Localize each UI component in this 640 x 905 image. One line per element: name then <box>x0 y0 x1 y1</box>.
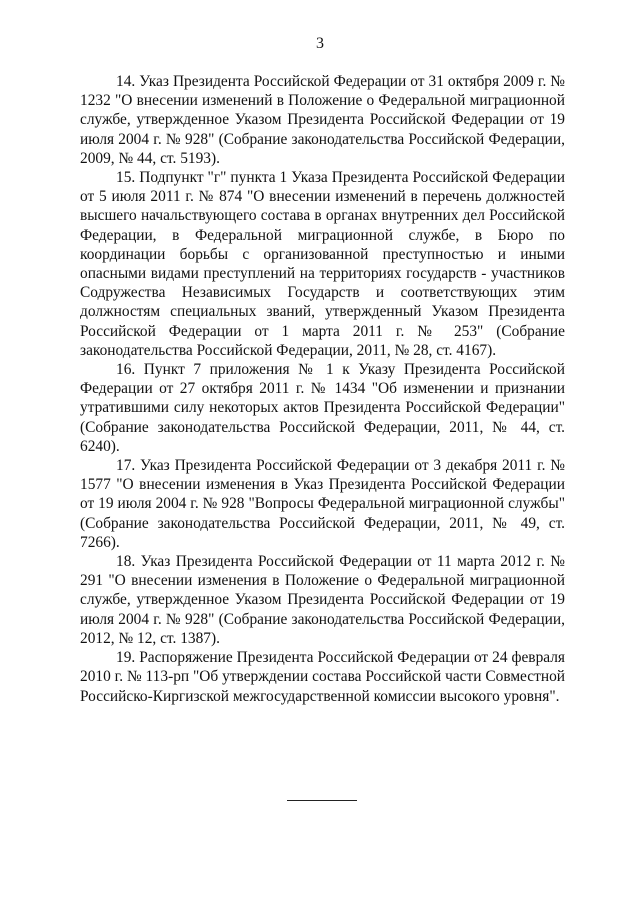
page-number: 3 <box>316 35 324 52</box>
end-separator-line <box>287 800 357 801</box>
document-body <box>80 72 565 706</box>
list-item-17: 17. Указ Президента Российской Федерации от 3 декабря 2011 г. № 1577 "О внесении изменения в Указ Президента Российской Федерации от 19 июля 2004 г. № 928 "Вопросы Федеральной миграционной службы" (Собрание законодательства Российской Федерации, 2011, № 49, ст. 7266). <box>80 457 565 551</box>
list-item-16: 16. Пункт 7 приложения № 1 к Указу Президента Российской Федерации от 27 октября 2011 г. № 1434 "Об изменении и признании утратившими силу некоторых актов Президента Российской Федерации" (Собрание законодательства Российской Федерации, 2011, № 44, ст. 6240). <box>80 361 565 455</box>
list-item-18: 18. Указ Президента Российской Федерации от 11 марта 2012 г. № 291 "О внесении изменения в Положение о Федеральной миграционной службе, утвержденное Указом Президента Российской Федерации от 19 июля 2004 г. № 928" (Собрание законодательства Российской Федерации, 2012, № 12, ст. 1387). <box>80 553 565 647</box>
list-item-14: 14. Указ Президента Российской Федерации от 31 октября 2009 г. № 1232 "О внесении изменений в Положение о Федеральной миграционной службе, утвержденное Указом Президента Российской Федерации от 19 июля 2004 г. № 928" (Собрание законодательства Российской Федерации, 2009, № 44, ст. 5193). <box>80 73 565 167</box>
list-item-15: 15. Подпункт "г" пункта 1 Указа Президента Российской Федерации от 5 июля 2011 г. № 874 "О внесении изменений в перечень должностей высшего начальствующего состава в органах внутренних дел Российской Федерации, в Федеральной миграционной службе, в Бюро по координации борьбы с организованной преступностью и иными опасными видами преступлений на территориях государств - участников Содружества Независимых Государств и соответствующих этим должностям специальных званий, утвержденный Указом Президента Российской Федерации от 1 марта 2011 г. № 253" (Собрание законодательства Российской Федерации, 2011, № 28, ст. 4167). <box>80 169 565 359</box>
list-item-19: 19. Распоряжение Президента Российской Федерации от 24 февраля 2010 г. № 113-рп "Об утверждении состава Российской части Совместной Российско-Киргизской межгосударственной комиссии высокого уровня". <box>80 649 565 705</box>
